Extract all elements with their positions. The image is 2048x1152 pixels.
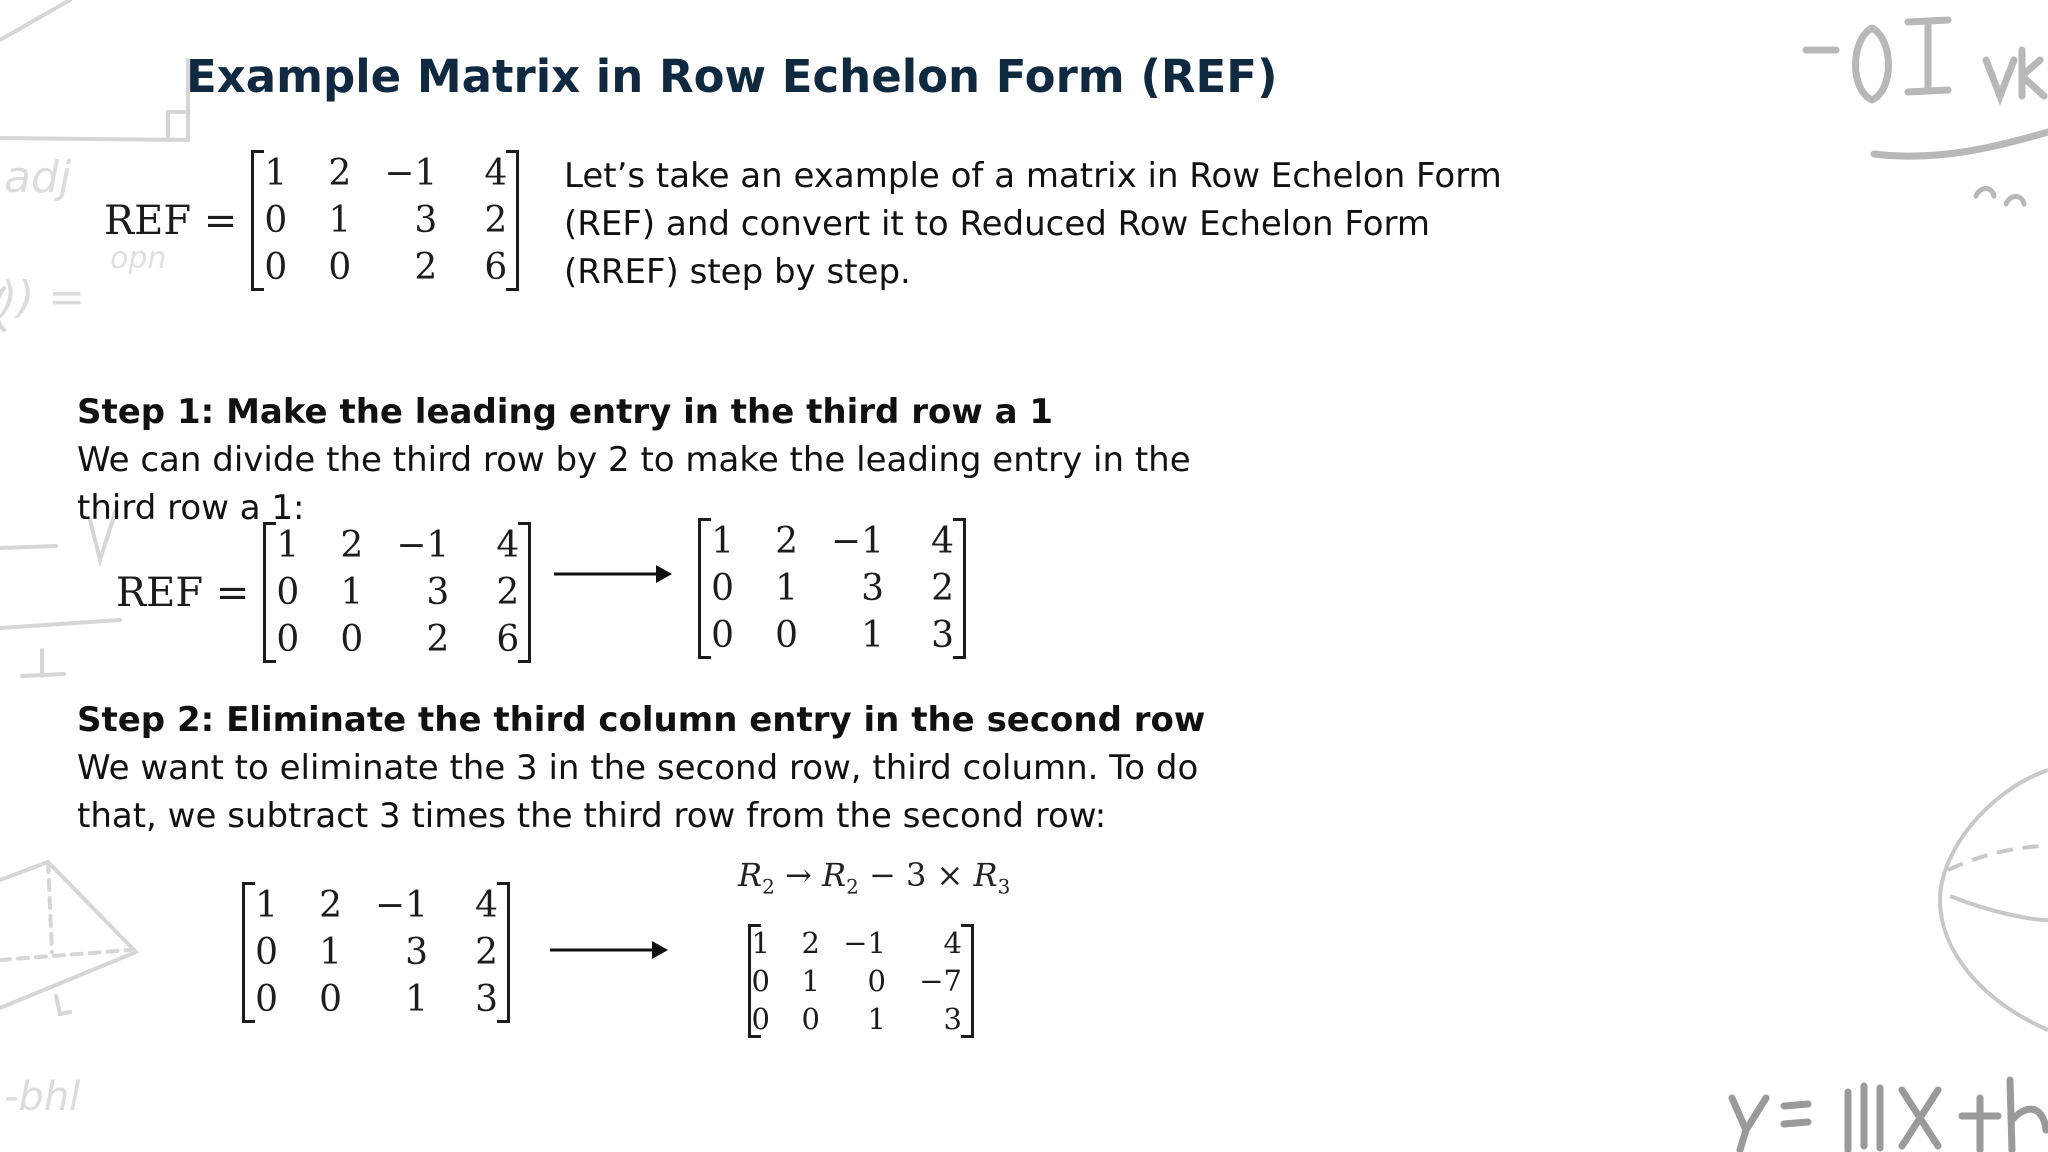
matrix-cell: 6 [484,247,508,288]
matrix-cell: 3 [861,568,884,609]
matrix-cell: 1 [319,932,342,973]
matrix-cell: −1 [843,926,886,960]
matrix-cell: 1 [340,572,364,613]
matrix-cell: 0 [751,964,770,998]
matrix-cell: 1 [264,153,288,194]
step2-input-matrix [242,882,510,1023]
matrix-cell: 1 [861,615,884,656]
matrix-cell: 2 [775,521,798,562]
matrix-cell: 2 [475,932,498,973]
formula-arrow: → [785,856,812,894]
matrix-cell: 3 [475,979,498,1020]
matrix-cell: 3 [405,932,428,973]
matrix-cell: 2 [340,525,364,566]
step1-result-block [698,518,966,659]
matrix-cell: 2 [496,572,520,613]
matrix-cell: 1 [276,525,300,566]
formula-subscript: 2 [762,874,775,899]
formula-row-symbol: R [821,856,847,894]
svg-text:)) =: )) = [0,272,86,323]
svg-text:-bhl: -bhl [4,1074,81,1120]
matrix-cell: −1 [374,885,428,926]
matrix-cell: 0 [751,1002,770,1036]
matrix-cell: 0 [276,619,300,660]
matrix-cell: 0 [255,932,278,973]
matrix-cell: 0 [711,568,734,609]
matrix-cell: 4 [475,885,498,926]
matrix-cell: 2 [931,568,954,609]
step2-input-block [242,882,510,1023]
step1-text-content: We can divide the third row by 2 to make the leading entry in the third row a 1: [77,440,1191,528]
formula-row-symbol: R [973,856,998,894]
matrix-cell: 3 [426,572,450,613]
matrix-cell: −7 [919,964,962,998]
matrix-cell: 0 [801,1002,820,1036]
matrix-cell: 2 [426,619,450,660]
matrix-cell: 2 [319,885,342,926]
matrix-cell: 3 [943,1002,962,1036]
matrix-cell: 0 [264,200,288,241]
matrix-cell: −1 [384,153,438,194]
matrix-cell: 1 [328,200,352,241]
matrix-cell: 0 [319,979,342,1020]
formula-operator: − 3 × [868,856,964,894]
ref-matrix-block [104,150,519,291]
matrix-cell: 0 [775,615,798,656]
matrix-cell: 1 [801,964,820,998]
matrix-cell: 0 [328,247,352,288]
matrix-cell: 2 [414,247,438,288]
page-title: Example Matrix in Row Echelon Form (REF) [186,50,1278,103]
formula-subscript: 2 [846,874,859,899]
matrix-cell: 1 [867,1002,886,1036]
row-operation-formula [738,856,1010,898]
matrix-cell: 0 [867,964,886,998]
matrix-cell: 3 [414,200,438,241]
matrix-cell: 4 [484,153,508,194]
ref-matrix [251,150,519,291]
matrix-cell: 1 [775,568,798,609]
step2-heading: Step 2: Eliminate the third column entry in the second row [77,700,1206,740]
right-arrow-icon [552,560,674,588]
step1-result-matrix [698,518,966,659]
matrix-cell: 1 [405,979,428,1020]
right-arrow-icon [548,936,670,964]
matrix-cell: 4 [943,926,962,960]
matrix-cell: 4 [496,525,520,566]
step1-heading: Step 1: Make the leading entry in the third row a 1 [77,392,1054,432]
matrix-cell: 1 [711,521,734,562]
step1-text [77,436,1277,532]
step1-input-matrix [263,522,531,663]
matrix-cell: 1 [751,926,770,960]
matrix-cell: 3 [931,615,954,656]
matrix-cell: 2 [801,926,820,960]
ref-label: REF = [104,197,238,244]
matrix-cell: 4 [931,521,954,562]
matrix-cell: 2 [328,153,352,194]
matrix-cell: 0 [340,619,364,660]
svg-text:adj: adj [4,152,72,203]
formula-row-symbol: R [738,856,763,894]
matrix-cell: 1 [255,885,278,926]
matrix-cell: 0 [255,979,278,1020]
matrix-cell: 0 [711,615,734,656]
matrix-cell: −1 [396,525,450,566]
step2-result-matrix [748,924,974,1038]
matrix-cell: 0 [276,572,300,613]
step2-result-block [748,924,974,1038]
step1-input-block [116,522,531,663]
matrix-cell: 6 [496,619,520,660]
matrix-cell: 0 [264,247,288,288]
step1-ref-label: REF = [116,569,250,616]
formula-subscript: 3 [997,874,1011,899]
intro-paragraph: Let’s take an example of a matrix in Row Echelon Form (REF) and convert it to Reduced Row Echelon Form (RREF) step by step. [564,156,1502,292]
matrix-cell: −1 [830,521,884,562]
svg-text:opn: opn [110,241,167,276]
step2-text: We want to eliminate the 3 in the second row, third column. To do that, we subtract 3 times the third row from the second row: [77,748,1199,836]
matrix-cell: 2 [484,200,508,241]
